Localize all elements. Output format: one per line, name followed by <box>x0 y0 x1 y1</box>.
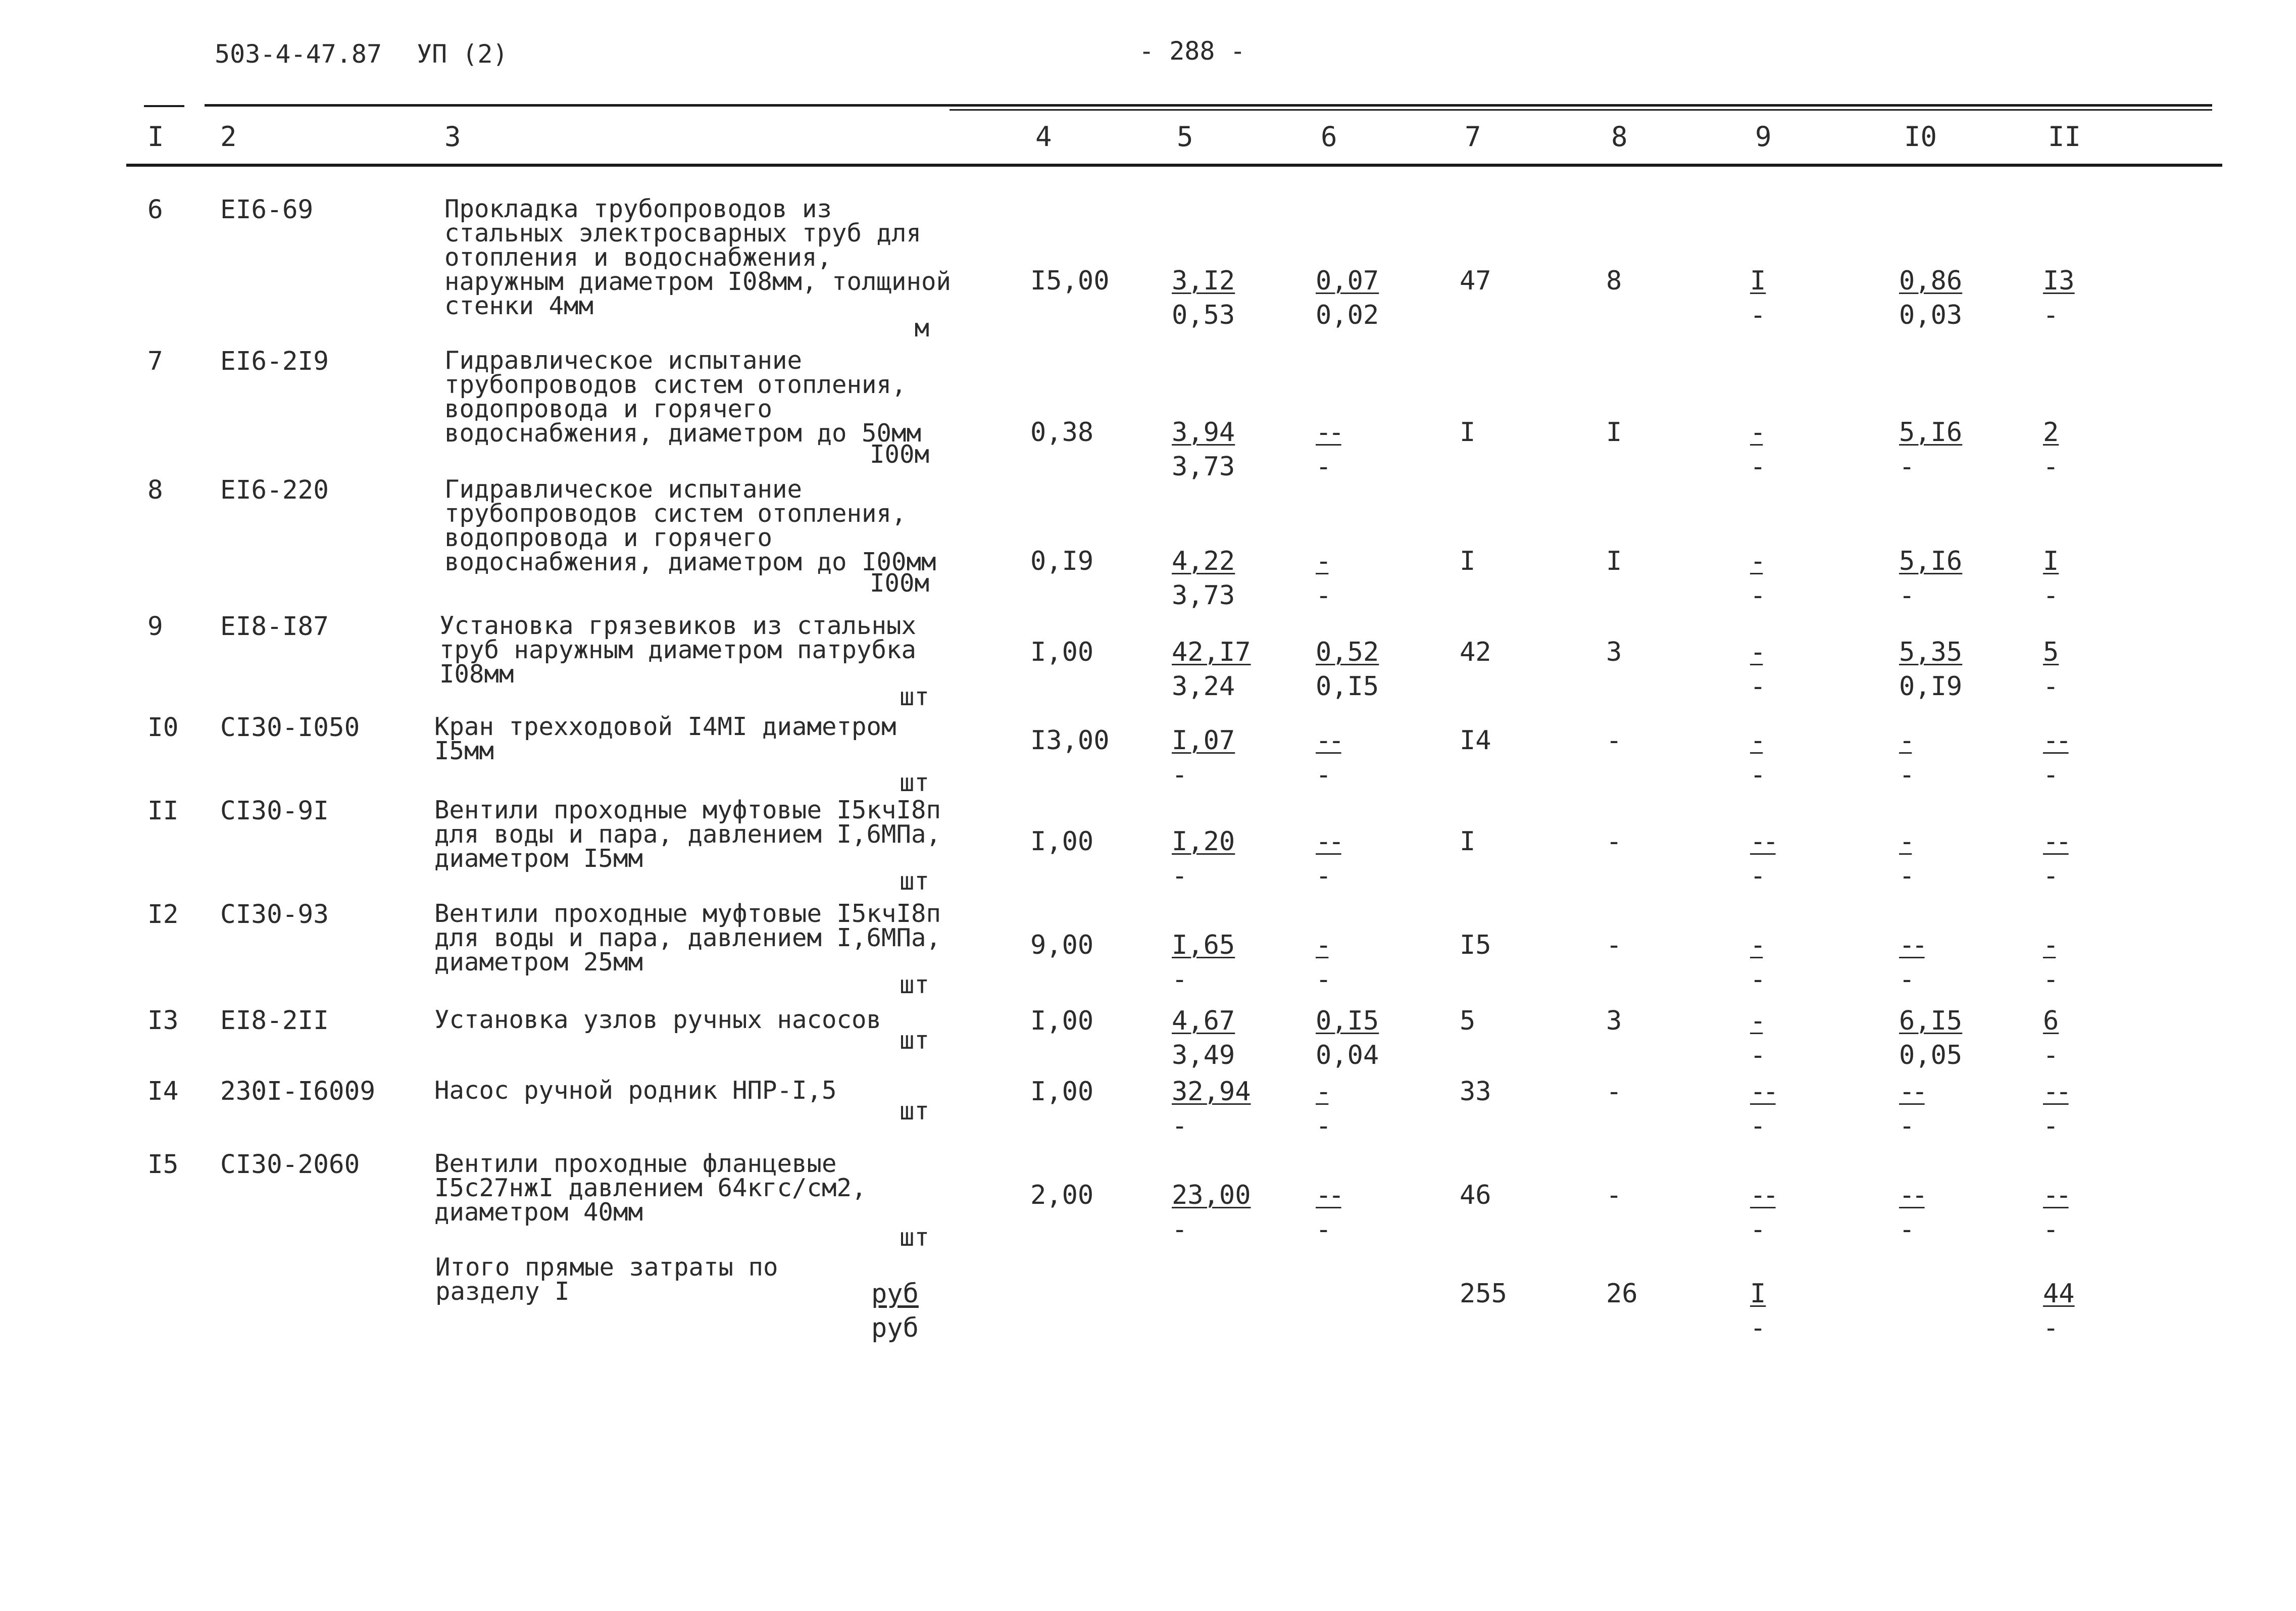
unit-of-measure: шт <box>899 867 929 896</box>
column-header: 3 <box>444 121 461 153</box>
rate-code: EI8-I87 <box>220 612 329 642</box>
unit-cost-extra-bottom: - <box>1316 452 1332 482</box>
column-header: 2 <box>220 121 237 153</box>
labor-unit-bottom: 0,I9 <box>1899 671 1963 702</box>
work-description: Установка грязевиков из стальных труб наружным диаметром патрубка I08мм <box>439 611 917 689</box>
labor-unit-bottom: 0,03 <box>1899 300 1963 330</box>
labor-unit-top: - <box>1899 725 1912 756</box>
labor-total-top: I3 <box>2043 266 2075 296</box>
unit-cost-extra-top: -- <box>1316 417 1341 448</box>
unit-cost-bottom: 3,24 <box>1172 671 1235 702</box>
work-description: Гидравлическое испытание трубопроводов систем отопления, водопровода и горячего водоснабжения, диаметром до I00мм <box>444 475 936 576</box>
total-cost: I <box>1460 546 1476 576</box>
labor-unit-bottom: - <box>1899 760 1915 790</box>
table-row <box>0 475 2296 611</box>
rate-code: EI6-220 <box>220 475 329 505</box>
unit-of-measure: шт <box>899 970 929 999</box>
table-top-rule <box>205 104 2212 107</box>
column-header: 6 <box>1321 121 1337 153</box>
labor-total-bottom: - <box>2043 861 2059 891</box>
unit-of-measure: шт <box>899 1026 929 1055</box>
labor-unit-bottom: - <box>1899 1214 1915 1245</box>
unit-of-measure: шт <box>899 768 929 797</box>
table-row <box>0 712 2296 797</box>
labor-unit-bottom: - <box>1899 861 1915 891</box>
work-description: Гидравлическое испытание трубопроводов систем отопления, водопровода и горячего водоснабжения, диаметром до 50мм <box>444 346 922 448</box>
rate-code: CI30-2060 <box>220 1150 360 1180</box>
total-labor-top: 44 <box>2043 1279 2075 1309</box>
column-header: I0 <box>1904 121 1937 153</box>
column-header: 7 <box>1465 121 1481 153</box>
machine-cost-top: - <box>1750 417 1763 448</box>
total-labor-bottom: - <box>2043 1313 2059 1343</box>
unit-cost-extra-bottom: - <box>1316 964 1332 995</box>
labor-unit-top: 5,I6 <box>1899 546 1963 576</box>
unit-cost-bottom: - <box>1172 760 1188 790</box>
column-header: 4 <box>1035 121 1052 153</box>
unit-of-measure: м <box>914 314 929 343</box>
unit-cost-extra-top: -- <box>1316 826 1341 857</box>
machine-cost-bottom: - <box>1750 1040 1766 1070</box>
unit-cost-top: 32,94 <box>1172 1077 1251 1107</box>
unit-of-measure: шт <box>899 1097 929 1126</box>
quantity: I3,00 <box>1030 725 1110 756</box>
work-description: Вентили проходные муфтовые I5кчI8п для воды и пара, давлением I,6МПа, диаметром I5мм <box>434 796 941 873</box>
table-row <box>0 1149 2296 1252</box>
labor-unit-top: 0,86 <box>1899 266 1963 296</box>
unit-of-measure: I00м <box>869 440 929 469</box>
machine-cost-bottom: - <box>1750 300 1766 330</box>
machine-cost-top: - <box>1750 725 1763 756</box>
row-number: 9 <box>147 612 163 642</box>
unit-cost-extra-bottom: 0,04 <box>1316 1040 1379 1070</box>
unit-cost-extra-top: - <box>1316 1077 1329 1107</box>
work-description: Вентили проходные муфтовые I5кчI8п для воды и пара, давлением I,6МПа, диаметром 25мм <box>434 899 941 977</box>
unit-cost-top: 4,22 <box>1172 546 1235 576</box>
labor-unit-bottom: - <box>1899 964 1915 995</box>
total-machine-cost-top: I <box>1750 1279 1766 1309</box>
labor-total-bottom: - <box>2043 300 2059 330</box>
wages-cost: I <box>1606 546 1622 576</box>
labor-total-top: 6 <box>2043 1006 2059 1036</box>
total-cost: 47 <box>1460 266 1491 296</box>
unit-cost-extra-top: 0,07 <box>1316 266 1379 296</box>
labor-unit-top: - <box>1899 826 1912 857</box>
unit-cost-bottom: 3,73 <box>1172 452 1235 482</box>
total-cost: 42 <box>1460 637 1491 667</box>
table-row <box>0 796 2296 896</box>
labor-total-bottom: - <box>2043 580 2059 611</box>
labor-total-bottom: - <box>2043 964 2059 995</box>
labor-total-bottom: - <box>2043 760 2059 790</box>
rate-code: CI30-93 <box>220 900 329 930</box>
work-description: Насос ручной родник НПР-I,5 <box>434 1076 837 1105</box>
total-cost: 5 <box>1460 1006 1476 1036</box>
wages-cost: 3 <box>1606 637 1622 667</box>
machine-cost-bottom: - <box>1750 760 1766 790</box>
labor-unit-top: 5,35 <box>1899 637 1963 667</box>
unit-cost-extra-top: - <box>1316 930 1329 960</box>
machine-cost-bottom: - <box>1750 580 1766 611</box>
unit-cost-extra-top: -- <box>1316 725 1341 756</box>
unit-cost-extra-bottom: - <box>1316 1214 1332 1245</box>
table-top-rule-left <box>144 105 184 107</box>
unit-cost-extra-top: 0,I5 <box>1316 1006 1379 1036</box>
work-description: Установка узлов ручных насосов <box>434 1005 882 1034</box>
quantity: 0,I9 <box>1030 546 1094 576</box>
labor-unit-top: -- <box>1899 930 1925 960</box>
machine-cost-bottom: - <box>1750 861 1766 891</box>
rate-code: CI30-I050 <box>220 713 360 743</box>
machine-cost-top: - <box>1750 546 1763 576</box>
row-number: 6 <box>147 195 163 225</box>
unit-cost-top: 23,00 <box>1172 1180 1251 1210</box>
unit-cost-bottom: - <box>1172 1214 1188 1245</box>
column-header-rule <box>126 164 2222 167</box>
rate-code: EI8-2II <box>220 1006 329 1036</box>
quantity: 9,00 <box>1030 930 1094 960</box>
total-label: Итого прямые затраты по разделу I <box>435 1253 778 1306</box>
wages-cost: - <box>1606 930 1622 960</box>
labor-total-top: 5 <box>2043 637 2059 667</box>
labor-total-top: -- <box>2043 725 2069 756</box>
wages-cost: - <box>1606 725 1622 756</box>
quantity: I,00 <box>1030 1006 1094 1036</box>
unit-of-measure: I00м <box>869 569 929 598</box>
quantity: I5,00 <box>1030 266 1110 296</box>
rate-code: CI30-9I <box>220 796 329 826</box>
unit-cost-bottom: - <box>1172 964 1188 995</box>
total-unit-bottom: руб <box>871 1313 919 1343</box>
row-number: I2 <box>147 900 179 930</box>
wages-cost: - <box>1606 826 1622 857</box>
work-description: Кран трехходовой I4МI диаметром I5мм <box>434 712 896 765</box>
row-number: II <box>147 796 179 826</box>
unit-cost-extra-top: - <box>1316 546 1329 576</box>
unit-cost-top: I,65 <box>1172 930 1235 960</box>
labor-total-bottom: - <box>2043 671 2059 702</box>
total-cost: I4 <box>1460 725 1491 756</box>
unit-cost-extra-bottom: - <box>1316 1111 1332 1141</box>
unit-cost-top: I,20 <box>1172 826 1235 857</box>
table-row <box>0 1076 2296 1141</box>
labor-unit-top: 5,I6 <box>1899 417 1963 448</box>
labor-unit-bottom: - <box>1899 452 1915 482</box>
labor-unit-bottom: - <box>1899 580 1915 611</box>
rate-code: EI6-2I9 <box>220 347 329 376</box>
wages-cost: I <box>1606 417 1622 448</box>
total-cost: 46 <box>1460 1180 1491 1210</box>
unit-cost-extra-top: 0,52 <box>1316 637 1379 667</box>
row-number: I5 <box>147 1150 179 1180</box>
table-top-rule-second <box>950 109 2212 111</box>
unit-cost-bottom: - <box>1172 1111 1188 1141</box>
machine-cost-top: - <box>1750 930 1763 960</box>
labor-unit-top: -- <box>1899 1077 1925 1107</box>
labor-total-top: -- <box>2043 1180 2069 1210</box>
document-part: УП (2) <box>417 39 508 69</box>
rate-code: 230I-I6009 <box>220 1077 376 1106</box>
wages-cost: 8 <box>1606 266 1622 296</box>
page-number: - 288 - <box>1139 36 1245 66</box>
column-header: 5 <box>1177 121 1193 153</box>
unit-cost-extra-bottom: - <box>1316 760 1332 790</box>
machine-cost-bottom: - <box>1750 671 1766 702</box>
quantity: 2,00 <box>1030 1180 1094 1210</box>
total-wages: 26 <box>1606 1279 1638 1309</box>
labor-total-bottom: - <box>2043 1040 2059 1070</box>
labor-total-top: I <box>2043 546 2059 576</box>
unit-of-measure: шт <box>899 1223 929 1252</box>
machine-cost-bottom: - <box>1750 964 1766 995</box>
total-cost: I5 <box>1460 930 1491 960</box>
table-row <box>0 899 2296 999</box>
table-row <box>0 611 2296 711</box>
wages-cost: - <box>1606 1180 1622 1210</box>
machine-cost-bottom: - <box>1750 1214 1766 1245</box>
row-number: 7 <box>147 347 163 376</box>
unit-cost-bottom: 3,73 <box>1172 580 1235 611</box>
column-header: II <box>2048 121 2081 153</box>
unit-cost-extra-bottom: - <box>1316 580 1332 611</box>
table-row <box>0 194 2296 343</box>
labor-total-bottom: - <box>2043 1214 2059 1245</box>
machine-cost-top: I <box>1750 266 1766 296</box>
unit-cost-extra-top: -- <box>1316 1180 1341 1210</box>
labor-unit-top: 6,I5 <box>1899 1006 1963 1036</box>
unit-cost-top: 42,I7 <box>1172 637 1251 667</box>
total-unit-top: руб <box>871 1279 919 1309</box>
column-header: I <box>147 121 164 153</box>
total-direct-cost: 255 <box>1460 1279 1507 1309</box>
labor-unit-bottom: 0,05 <box>1899 1040 1963 1070</box>
unit-cost-bottom: 3,49 <box>1172 1040 1235 1070</box>
machine-cost-top: - <box>1750 1006 1763 1036</box>
labor-total-top: 2 <box>2043 417 2059 448</box>
quantity: 0,38 <box>1030 417 1094 448</box>
machine-cost-bottom: - <box>1750 452 1766 482</box>
labor-unit-bottom: - <box>1899 1111 1915 1141</box>
labor-total-bottom: - <box>2043 452 2059 482</box>
column-header: 9 <box>1755 121 1772 153</box>
machine-cost-top: -- <box>1750 826 1776 857</box>
total-cost: I <box>1460 826 1476 857</box>
row-number: I4 <box>147 1077 179 1106</box>
total-machine-cost-bottom: - <box>1750 1313 1766 1343</box>
row-number: I3 <box>147 1006 179 1036</box>
unit-cost-bottom: 0,53 <box>1172 300 1235 330</box>
labor-unit-top: -- <box>1899 1180 1925 1210</box>
quantity: I,00 <box>1030 1077 1094 1107</box>
row-number: 8 <box>147 475 163 505</box>
wages-cost: - <box>1606 1077 1622 1107</box>
labor-total-bottom: - <box>2043 1111 2059 1141</box>
document-code: 503-4-47.87 <box>215 39 382 69</box>
unit-cost-extra-bottom: 0,I5 <box>1316 671 1379 702</box>
labor-total-top: -- <box>2043 1077 2069 1107</box>
unit-cost-top: 4,67 <box>1172 1006 1235 1036</box>
unit-cost-top: I,07 <box>1172 725 1235 756</box>
wages-cost: 3 <box>1606 1006 1622 1036</box>
machine-cost-top: -- <box>1750 1077 1776 1107</box>
labor-total-top: - <box>2043 930 2056 960</box>
unit-cost-top: 3,I2 <box>1172 266 1235 296</box>
rate-code: EI6-69 <box>220 195 314 225</box>
total-cost: 33 <box>1460 1077 1491 1107</box>
column-header: 8 <box>1611 121 1628 153</box>
row-number: I0 <box>147 713 179 743</box>
table-row <box>0 346 2296 482</box>
machine-cost-top: - <box>1750 637 1763 667</box>
unit-of-measure: шт <box>899 682 929 711</box>
machine-cost-bottom: - <box>1750 1111 1766 1141</box>
work-description: Вентили проходные фланцевые I5с27нжI давлением 64кгс/см2, диаметром 40мм <box>434 1149 867 1227</box>
quantity: I,00 <box>1030 637 1094 667</box>
unit-cost-top: 3,94 <box>1172 417 1235 448</box>
table-row <box>0 1005 2296 1070</box>
unit-cost-extra-bottom: - <box>1316 861 1332 891</box>
unit-cost-extra-bottom: 0,02 <box>1316 300 1379 330</box>
total-cost: I <box>1460 417 1476 448</box>
machine-cost-top: -- <box>1750 1180 1776 1210</box>
labor-total-top: -- <box>2043 826 2069 857</box>
unit-cost-bottom: - <box>1172 861 1188 891</box>
work-description: Прокладка трубопроводов из стальных электросварных труб для отопления и водоснабжения, наружным диаметром I08мм, толщиной стенки 4мм <box>444 194 952 320</box>
quantity: I,00 <box>1030 826 1094 857</box>
